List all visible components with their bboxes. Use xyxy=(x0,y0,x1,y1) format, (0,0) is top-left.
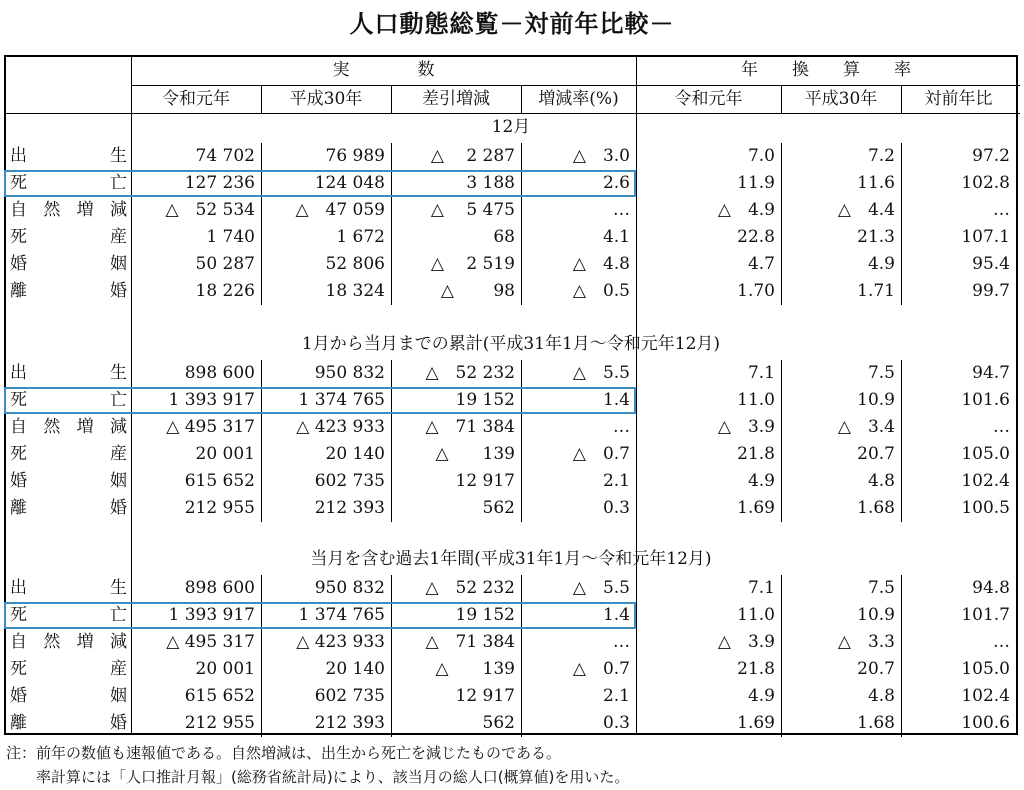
table-cell: 10.9 xyxy=(857,605,895,625)
table-cell: 74 702 xyxy=(195,146,255,166)
row-label-char: 減 xyxy=(109,632,127,652)
table-cell: 21.3 xyxy=(857,227,895,247)
table-cell: 1 740 xyxy=(206,227,255,247)
row-label-char: 姻 xyxy=(110,254,127,274)
column-header: 平成30年 xyxy=(804,89,878,109)
table-cell: 50 287 xyxy=(195,254,255,274)
table-cell: … xyxy=(993,632,1010,652)
note-line-1: 注：前年の数値も速報値である。自然増減は、出生から死亡を減じたものである。 xyxy=(6,744,562,762)
table-cell: 0.3 xyxy=(602,498,630,518)
row-label-char: 生 xyxy=(110,146,127,166)
row-label-char: 生 xyxy=(110,578,127,598)
table-cell: 2.1 xyxy=(602,471,630,491)
row-label-char: 婚 xyxy=(10,686,27,706)
table-cell: 1 374 765 xyxy=(298,390,385,410)
table-cell: 127 236 xyxy=(184,173,255,193)
table-cell: △ 139 xyxy=(435,659,515,679)
table-cell: 3 188 xyxy=(466,173,515,193)
table-cell: 20 001 xyxy=(195,444,255,464)
table-cell: 4.9 xyxy=(747,471,775,491)
row-label xyxy=(6,468,131,495)
row-label xyxy=(6,360,131,387)
row-label xyxy=(6,278,131,305)
table-cell: 105.0 xyxy=(961,659,1010,679)
table-cell: 4.9 xyxy=(747,686,775,706)
row-label-char: 亡 xyxy=(110,605,127,625)
table-cell: 12 917 xyxy=(455,686,515,706)
table-cell: △ 495 317 xyxy=(166,417,255,437)
row-label-char: 出 xyxy=(10,578,27,598)
table-cell: 1.4 xyxy=(602,390,630,410)
row-label-char: 減 xyxy=(109,200,127,220)
table-cell: 602 735 xyxy=(314,686,385,706)
table-cell: 101.7 xyxy=(961,605,1010,625)
row-label-char: 出 xyxy=(10,146,27,166)
row-label-char: 婚 xyxy=(10,254,27,274)
table-cell: △ 2 287 xyxy=(430,146,515,166)
table-cell: △ 0.7 xyxy=(572,444,630,464)
table-cell: 11.0 xyxy=(737,605,775,625)
row-label-char: 亡 xyxy=(110,390,127,410)
table-cell: 1.4 xyxy=(602,605,630,625)
header-group-rate: 年 換 算 率 xyxy=(741,60,911,80)
table-cell: △ 423 933 xyxy=(296,417,385,437)
row-label-char: 離 xyxy=(10,498,27,518)
table-cell: 20 140 xyxy=(325,444,385,464)
row-label-char: 死 xyxy=(10,605,27,625)
table-cell: 12 917 xyxy=(455,471,515,491)
table-cell: 212 955 xyxy=(184,498,255,518)
row-label-char: 死 xyxy=(10,227,27,247)
section-title: 12月 xyxy=(491,117,531,137)
row-label-char: 然 xyxy=(43,632,61,652)
table-cell: … xyxy=(613,200,630,220)
table-cell: 0.3 xyxy=(602,713,630,733)
row-label xyxy=(6,629,131,656)
row-label xyxy=(6,710,131,737)
table-cell: … xyxy=(993,200,1010,220)
table-cell: 124 048 xyxy=(314,173,385,193)
table-cell: 562 xyxy=(482,713,515,733)
row-label xyxy=(6,602,131,629)
table-cell: △ 2 519 xyxy=(430,254,515,274)
table-cell: 21.8 xyxy=(737,659,775,679)
table-cell: △ 3.9 xyxy=(717,417,775,437)
table-cell: △ 5.5 xyxy=(572,578,630,598)
table-cell: 4.9 xyxy=(867,254,895,274)
table-cell: 22.8 xyxy=(737,227,775,247)
table-cell: △ 0.7 xyxy=(572,659,630,679)
row-label-char: 産 xyxy=(110,444,127,464)
table-cell: 107.1 xyxy=(961,227,1010,247)
row-label xyxy=(6,495,131,522)
table-cell: △ 3.9 xyxy=(717,632,775,652)
row-label-char: 死 xyxy=(10,173,27,193)
table-cell: 2.1 xyxy=(602,686,630,706)
table-cell: 100.5 xyxy=(961,498,1010,518)
row-label-char: 増 xyxy=(76,417,94,437)
table-cell: 102.8 xyxy=(961,173,1010,193)
table-cell: 7.1 xyxy=(747,363,775,383)
table-cell: 11.0 xyxy=(737,390,775,410)
table-cell: △ 3.0 xyxy=(572,146,630,166)
table-cell: 898 600 xyxy=(184,578,255,598)
table-cell: 1 374 765 xyxy=(298,605,385,625)
column-header: 差引増減 xyxy=(422,89,490,109)
table-cell: 20.7 xyxy=(857,444,895,464)
table-cell: 19 152 xyxy=(455,390,515,410)
table-cell: 11.9 xyxy=(737,173,775,193)
column-header: 令和元年 xyxy=(674,89,743,109)
table-cell: 615 652 xyxy=(184,471,255,491)
row-label xyxy=(6,656,131,683)
table-cell: 1 672 xyxy=(336,227,385,247)
table-cell: △ 98 xyxy=(440,281,515,301)
table-cell: △ 47 059 xyxy=(295,200,385,220)
row-label-char: 婚 xyxy=(110,713,127,733)
row-label xyxy=(6,170,131,197)
row-label-char: 増 xyxy=(76,200,94,220)
row-label-char: 離 xyxy=(10,281,27,301)
table-cell: 18 226 xyxy=(195,281,255,301)
section-title: 1月から当月までの累計(平成31年1月～令和元年12月) xyxy=(301,334,721,354)
row-label-char: 死 xyxy=(10,444,27,464)
table-cell: 11.6 xyxy=(857,173,895,193)
table-cell: 99.7 xyxy=(972,281,1010,301)
table-cell: △ 5.5 xyxy=(572,363,630,383)
row-label-char: 産 xyxy=(110,659,127,679)
table-cell: 102.4 xyxy=(961,686,1010,706)
row-label-char: 自 xyxy=(10,632,27,652)
table-cell: 1.68 xyxy=(857,713,895,733)
table-cell: △ 3.4 xyxy=(837,417,895,437)
table-cell: 94.7 xyxy=(972,363,1010,383)
table-cell: 1.69 xyxy=(737,713,775,733)
column-header: 令和元年 xyxy=(162,89,230,109)
row-label-char: 姻 xyxy=(110,471,127,491)
row-label-char: 婚 xyxy=(10,471,27,491)
column-header: 対前年比 xyxy=(924,89,993,109)
row-label xyxy=(6,414,131,441)
row-label-char: 自 xyxy=(10,200,27,220)
table-cell: 76 989 xyxy=(325,146,385,166)
table-cell: 1 393 917 xyxy=(168,390,255,410)
row-label-char: 生 xyxy=(110,363,127,383)
row-label-char: 増 xyxy=(76,632,94,652)
row-label-char: 婚 xyxy=(110,498,127,518)
row-label-char: 姻 xyxy=(110,686,127,706)
table-cell: 97.2 xyxy=(972,146,1010,166)
table-cell: △ 4.9 xyxy=(717,200,775,220)
row-label xyxy=(6,441,131,468)
row-label xyxy=(6,143,131,170)
row-label-char: 出 xyxy=(10,363,27,383)
row-label-char: 然 xyxy=(43,200,61,220)
table-cell: … xyxy=(613,632,630,652)
table-cell: 1.70 xyxy=(737,281,775,301)
row-label-char: 然 xyxy=(43,417,61,437)
table-cell: △ 3.3 xyxy=(837,632,895,652)
table-cell: 7.5 xyxy=(867,578,895,598)
row-label-char: 死 xyxy=(10,390,27,410)
table-cell: 20 140 xyxy=(325,659,385,679)
table-cell: 100.6 xyxy=(961,713,1010,733)
row-label xyxy=(6,251,131,278)
table-cell: △ 4.4 xyxy=(837,200,895,220)
row-label-char: 婚 xyxy=(110,281,127,301)
table-cell: 4.7 xyxy=(747,254,775,274)
column-header: 平成30年 xyxy=(289,89,363,109)
table-cell: △ 52 232 xyxy=(425,578,515,598)
row-label xyxy=(6,575,131,602)
page-title: 人口動態総覧－対前年比較－ xyxy=(349,10,675,38)
table-cell: 4.1 xyxy=(602,227,630,247)
row-label-char: 自 xyxy=(10,417,27,437)
header-group-actual: 実 数 xyxy=(332,60,435,80)
table-cell: △ 52 232 xyxy=(425,363,515,383)
row-label-char: 減 xyxy=(109,417,127,437)
table-cell: △ 495 317 xyxy=(166,632,255,652)
table-cell: △ 4.8 xyxy=(572,254,630,274)
table-cell: 102.4 xyxy=(961,471,1010,491)
table-cell: 94.8 xyxy=(972,578,1010,598)
table-cell: △ 71 384 xyxy=(425,632,515,652)
table-cell: 19 152 xyxy=(455,605,515,625)
table-cell: 212 393 xyxy=(314,713,385,733)
table-cell: 95.4 xyxy=(972,254,1010,274)
table-cell: △ 139 xyxy=(435,444,515,464)
table-cell: … xyxy=(613,417,630,437)
table-cell: 1.71 xyxy=(857,281,895,301)
table-cell: 105.0 xyxy=(961,444,1010,464)
table-cell: △ 5 475 xyxy=(430,200,515,220)
table-cell: △ 71 384 xyxy=(425,417,515,437)
table-cell: 615 652 xyxy=(184,686,255,706)
table-cell: 1.69 xyxy=(737,498,775,518)
table-cell: 212 393 xyxy=(314,498,385,518)
row-label xyxy=(6,197,131,224)
table-cell: △ 423 933 xyxy=(296,632,385,652)
stats-table xyxy=(4,55,1018,735)
table-cell: 7.0 xyxy=(747,146,775,166)
row-label xyxy=(6,224,131,251)
table-cell: … xyxy=(993,417,1010,437)
table-cell: 2.6 xyxy=(602,173,630,193)
table-cell: 562 xyxy=(482,498,515,518)
table-cell: 4.8 xyxy=(867,686,895,706)
table-cell: 21.8 xyxy=(737,444,775,464)
table-cell: 7.2 xyxy=(867,146,895,166)
table-cell: 950 832 xyxy=(314,578,385,598)
section-title: 当月を含む過去1年間(平成31年1月～令和元年12月) xyxy=(310,549,712,569)
table-cell: 18 324 xyxy=(325,281,385,301)
table-cell: 950 832 xyxy=(314,363,385,383)
table-cell: 101.6 xyxy=(961,390,1010,410)
row-label-char: 離 xyxy=(10,713,27,733)
table-cell: 20.7 xyxy=(857,659,895,679)
column-header: 増減率(%) xyxy=(538,89,619,109)
table-cell: 7.5 xyxy=(867,363,895,383)
row-label xyxy=(6,387,131,414)
table-cell: 68 xyxy=(493,227,515,247)
row-label-char: 産 xyxy=(110,227,127,247)
table-cell: 7.1 xyxy=(747,578,775,598)
table-cell: 10.9 xyxy=(857,390,895,410)
table-cell: 212 955 xyxy=(184,713,255,733)
table-cell: 602 735 xyxy=(314,471,385,491)
row-label-char: 死 xyxy=(10,659,27,679)
note-line-2: 率計算には「人口推計月報」(総務省統計局)により、該当月の総人口(概算値)を用いた。 xyxy=(6,768,630,786)
row-label xyxy=(6,683,131,710)
table-cell: 52 806 xyxy=(325,254,385,274)
table-cell: △ 52 534 xyxy=(165,200,255,220)
table-cell: 20 001 xyxy=(195,659,255,679)
table-cell: 1.68 xyxy=(857,498,895,518)
table-cell: 898 600 xyxy=(184,363,255,383)
table-cell: △ 0.5 xyxy=(572,281,630,301)
table-cell: 4.8 xyxy=(867,471,895,491)
row-label-char: 亡 xyxy=(110,173,127,193)
table-cell: 1 393 917 xyxy=(168,605,255,625)
